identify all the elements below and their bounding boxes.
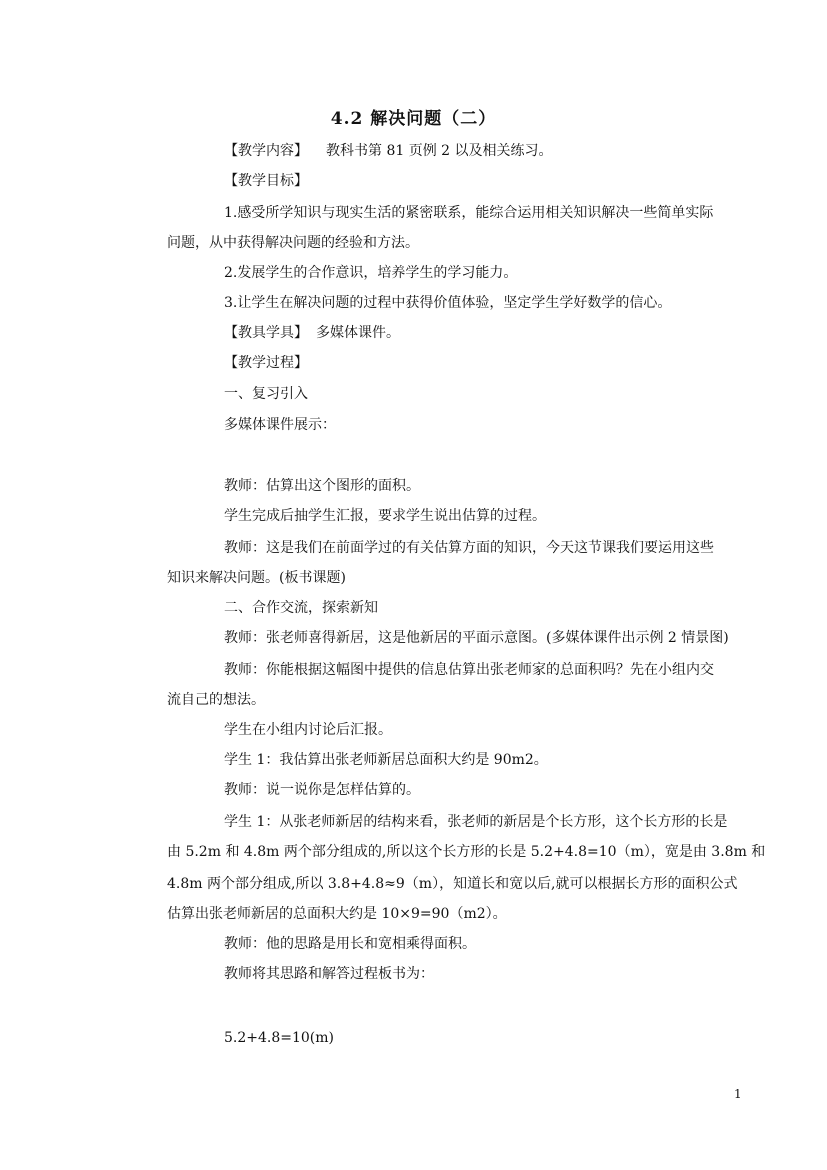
goal-1-line-b: 问题，从中获得解决问题的经验和方法。 — [167, 235, 419, 251]
paragraph-10-line-b: 由 5.2m 和 4.8m 两个部分组成的,所以这个长方形的长是 5.2+4.8=10（m），宽是由 3.8m 和 — [167, 844, 766, 860]
paragraph-2: 教师：估算出这个图形的面积。 — [224, 478, 420, 494]
goal-3: 3.让学生在解决问题的过程中获得价值体验，坚定学生学好数学的信心。 — [224, 295, 672, 311]
process-label: 【教学过程】 — [224, 355, 308, 371]
paragraph-10-line-c: 4.8m 两个部分组成,所以 3.8+4.8≈9（m），知道长和宽以后,就可以根据长方形的面积公式 — [167, 876, 738, 892]
content-text: 教科书第 81 页例 2 以及相关练习。 — [326, 143, 553, 159]
goal-1-line-a: 1.感受所学知识与现实生活的紧密联系，能综合运用相关知识解决一些简单实际 — [224, 205, 714, 221]
paragraph-1: 多媒体课件展示： — [224, 417, 336, 433]
tools-text: 多媒体课件。 — [316, 325, 400, 341]
tools-label: 【教具学具】 — [224, 325, 308, 341]
formula-line: 5.2+4.8=10(m) — [224, 1030, 335, 1046]
goal-2: 2.发展学生的合作意识，培养学生的学习能力。 — [224, 265, 518, 281]
paragraph-7: 学生在小组内讨论后汇报。 — [224, 722, 392, 738]
paragraph-3: 学生完成后抽学生汇报，要求学生说出估算的过程。 — [224, 508, 546, 524]
paragraph-5: 教师：张老师喜得新居，这是他新居的平面示意图。(多媒体课件出示例 2 情景图) — [224, 630, 729, 646]
paragraph-6-line-b: 流自己的想法。 — [167, 692, 265, 708]
paragraph-8: 学生 1：我估算出张老师新居总面积大约是 90m2。 — [224, 752, 548, 768]
content-label: 【教学内容】 — [224, 143, 308, 159]
section-1-heading: 一、复习引入 — [224, 386, 308, 402]
paragraph-10-line-d: 估算出张老师新居的总面积大约是 10×9=90（m2）。 — [167, 906, 507, 922]
paragraph-4-line-a: 教师：这是我们在前面学过的有关估算方面的知识，今天这节课我们要运用这些 — [224, 540, 714, 556]
content-line — [224, 141, 553, 161]
goals-label: 【教学目标】 — [224, 173, 308, 189]
section-2-heading: 二、合作交流，探索新知 — [224, 600, 378, 616]
paragraph-9: 教师：说一说你是怎样估算的。 — [224, 782, 420, 798]
page-number: 1 — [734, 1087, 742, 1101]
paragraph-11: 教师：他的思路是用长和宽相乘得面积。 — [224, 936, 476, 952]
tools-line — [224, 323, 400, 343]
paragraph-12: 教师将其思路和解答过程板书为： — [224, 966, 434, 982]
paragraph-6-line-a: 教师：你能根据这幅图中提供的信息估算出张老师家的总面积吗？先在小组内交 — [224, 662, 714, 678]
paragraph-10-line-a: 学生 1：从张老师新居的结构来看，张老师的新居是个长方形，这个长方形的长是 — [224, 814, 728, 830]
page-title: 4.2 解决问题（二） — [330, 109, 497, 129]
paragraph-4-line-b: 知识来解决问题。(板书课题) — [167, 570, 346, 586]
